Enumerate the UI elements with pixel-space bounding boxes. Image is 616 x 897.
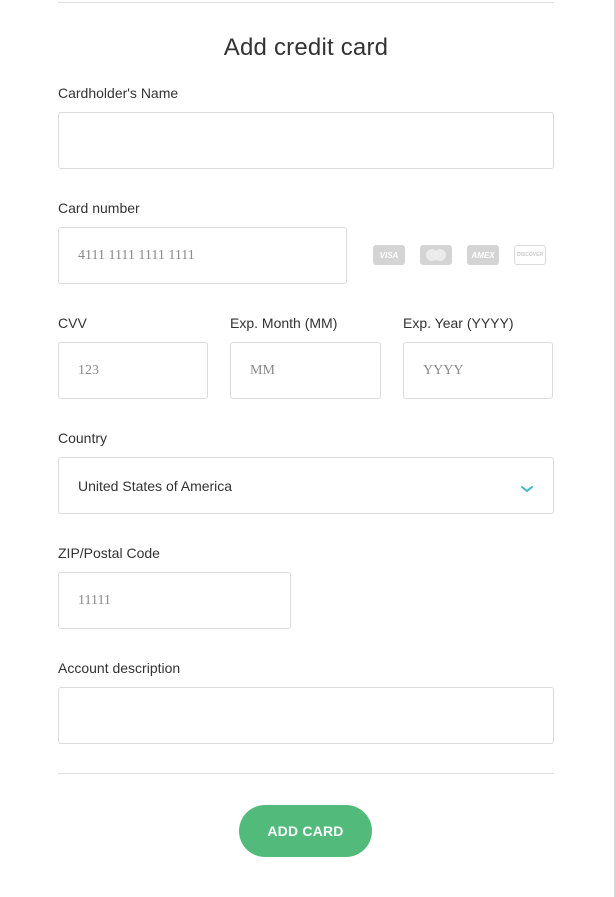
cardholder-name-field[interactable] xyxy=(58,112,554,169)
cardholder-name-label: Cardholder's Name xyxy=(58,85,179,101)
chevron-down-icon[interactable] xyxy=(520,481,534,491)
bottom-divider xyxy=(58,773,554,774)
card-logos xyxy=(373,245,546,265)
zip-input[interactable] xyxy=(78,593,271,609)
cvv-field[interactable] xyxy=(58,342,208,399)
exp-year-label: Exp. Year (YYYY) xyxy=(403,315,514,331)
card-number-input[interactable] xyxy=(78,248,327,264)
zip-field[interactable] xyxy=(58,572,291,629)
account-description-field[interactable] xyxy=(58,687,554,744)
mastercard-circles xyxy=(426,249,446,261)
discover-logo-icon: DISCOVER xyxy=(514,245,546,265)
cardholder-name-input[interactable] xyxy=(78,133,534,149)
card-number-field[interactable] xyxy=(58,227,347,284)
exp-year-field[interactable] xyxy=(403,342,553,399)
exp-month-field[interactable] xyxy=(230,342,381,399)
cvv-label: CVV xyxy=(58,315,87,331)
country-label: Country xyxy=(58,430,108,446)
account-description-label: Account description xyxy=(58,660,181,676)
exp-month-input[interactable] xyxy=(250,363,361,379)
exp-month-label: Exp. Month (MM) xyxy=(230,315,338,331)
add-card-button[interactable]: ADD CARD xyxy=(239,805,372,857)
mastercard-logo-icon xyxy=(420,245,452,265)
exp-year-input[interactable] xyxy=(423,363,533,379)
amex-logo-icon: AMEX xyxy=(467,245,499,265)
cvv-input[interactable] xyxy=(78,363,188,379)
visa-logo-icon: VISA xyxy=(373,245,405,265)
country-select[interactable] xyxy=(58,457,554,514)
page-title: Add credit card xyxy=(223,34,389,61)
zip-label: ZIP/Postal Code xyxy=(58,545,160,561)
country-selected-value: United States of America xyxy=(78,477,233,494)
top-divider xyxy=(58,2,554,3)
card-number-label: Card number xyxy=(58,200,140,216)
account-description-input[interactable] xyxy=(78,708,534,724)
